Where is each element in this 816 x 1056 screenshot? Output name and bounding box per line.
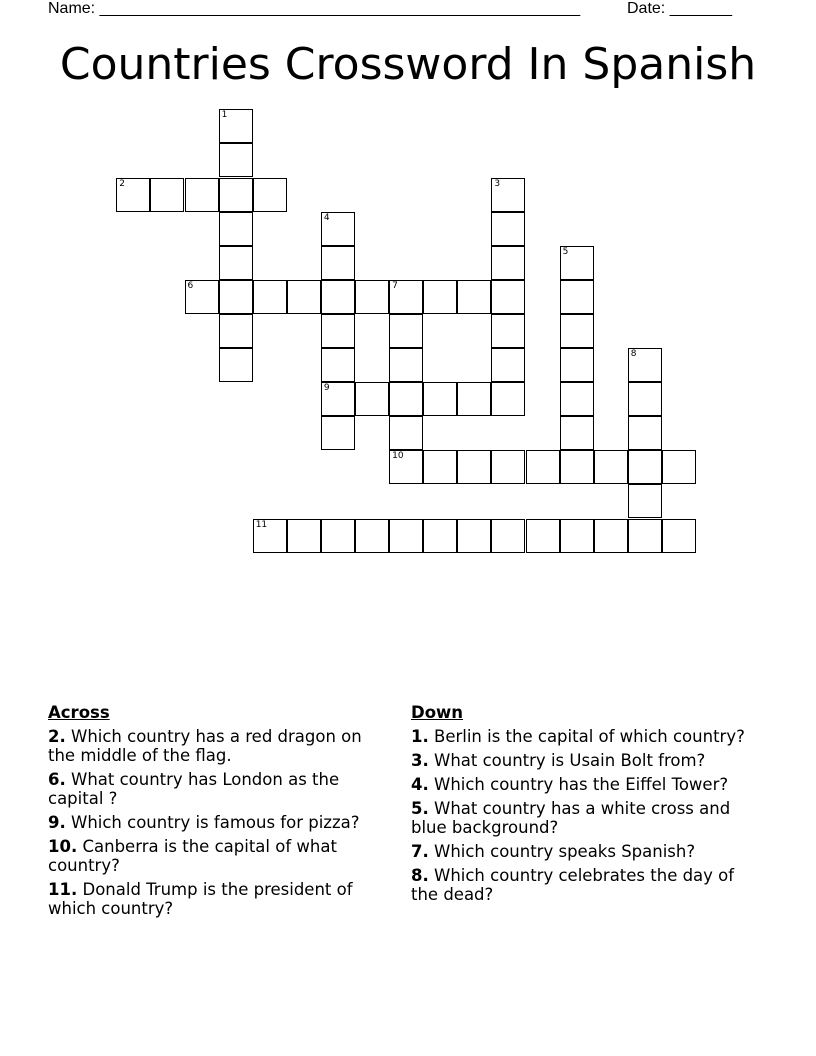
grid-cell[interactable]: [526, 450, 560, 484]
grid-cell[interactable]: [662, 519, 696, 553]
grid-cell[interactable]: [321, 212, 355, 246]
clue-text: What country has a white cross and blue background?: [411, 799, 731, 837]
clue-number: 5.: [411, 799, 429, 818]
grid-cell[interactable]: [389, 416, 423, 450]
clue-number: 1.: [411, 727, 429, 746]
clue-text: Which country is famous for pizza?: [71, 813, 360, 832]
grid-cell[interactable]: [628, 519, 662, 553]
grid-cell[interactable]: [457, 450, 491, 484]
grid-cell[interactable]: [185, 178, 219, 212]
across-clue: [48, 813, 393, 832]
clue-number: 6.: [48, 770, 66, 789]
grid-cell[interactable]: [491, 348, 525, 382]
grid-cell[interactable]: [594, 450, 628, 484]
grid-cell[interactable]: [321, 314, 355, 348]
grid-cell[interactable]: [560, 280, 594, 314]
cell-number: 1: [221, 110, 228, 121]
grid-cell[interactable]: [594, 519, 628, 553]
clue-number: 9.: [48, 813, 66, 832]
clue-text: Berlin is the capital of which country?: [434, 727, 745, 746]
grid-cell[interactable]: [287, 519, 321, 553]
grid-cell[interactable]: [219, 212, 253, 246]
grid-cell[interactable]: [423, 382, 457, 416]
grid-cell[interactable]: [389, 382, 423, 416]
cell-number: 7: [392, 280, 398, 291]
grid-cell[interactable]: [287, 280, 321, 314]
grid-cell[interactable]: [491, 246, 525, 280]
across-clue: [48, 770, 393, 808]
clue-number: 8.: [411, 866, 429, 885]
cell-number: 11: [255, 519, 268, 530]
grid-cell[interactable]: [355, 519, 389, 553]
grid-cell[interactable]: [321, 382, 355, 416]
grid-cell[interactable]: [560, 450, 594, 484]
grid-cell[interactable]: [491, 519, 525, 553]
grid-cell[interactable]: [560, 416, 594, 450]
cell-number: 5: [562, 246, 569, 257]
grid-cell[interactable]: [628, 348, 662, 382]
grid-cell[interactable]: [321, 280, 355, 314]
cell-number: 4: [323, 212, 330, 223]
grid-cell[interactable]: [389, 519, 423, 553]
clue-text: What country has London as the capital ?: [48, 770, 340, 808]
down-clues: [411, 703, 756, 909]
grid-cell[interactable]: [219, 314, 253, 348]
clue-number: 7.: [411, 842, 429, 861]
grid-cell[interactable]: [457, 382, 491, 416]
cell-number: 6: [187, 280, 194, 291]
grid-cell[interactable]: [253, 178, 287, 212]
grid-cell[interactable]: [423, 519, 457, 553]
clue-text: Which country has a red dragon on the middle of the flag.: [48, 727, 362, 765]
cell-number: 3: [494, 178, 501, 189]
clue-text: Donald Trump is the president of which country?: [48, 880, 353, 918]
grid-cell[interactable]: [560, 382, 594, 416]
down-clue: [411, 727, 756, 746]
grid-cell[interactable]: [219, 178, 253, 212]
clue-number: 4.: [411, 775, 429, 794]
grid-cell[interactable]: [150, 178, 184, 212]
grid-cell[interactable]: [662, 450, 696, 484]
clue-text: Canberra is the capital of what country?: [48, 837, 337, 875]
page-title: Countries Crossword In Spanish: [59, 39, 757, 90]
name-field-label: Name: ______________________________________________________: [48, 0, 581, 17]
grid-cell[interactable]: [423, 450, 457, 484]
grid-cell[interactable]: [389, 348, 423, 382]
grid-cell[interactable]: [321, 348, 355, 382]
grid-cell[interactable]: [628, 450, 662, 484]
grid-cell[interactable]: [560, 348, 594, 382]
grid-cell[interactable]: [219, 109, 253, 143]
cell-number: 9: [323, 383, 330, 394]
grid-cell[interactable]: [628, 382, 662, 416]
grid-cell[interactable]: [253, 519, 287, 553]
across-clue: [48, 837, 393, 875]
cell-number: 10: [392, 451, 404, 462]
grid-cell[interactable]: [219, 143, 253, 177]
clue-number: 2.: [48, 727, 66, 746]
grid-cell[interactable]: [321, 519, 355, 553]
grid-cell[interactable]: [628, 416, 662, 450]
clue-text: Which country has the Eiffel Tower?: [434, 775, 729, 794]
grid-cell[interactable]: [389, 450, 423, 484]
grid-cell[interactable]: [185, 280, 219, 314]
down-clue: [411, 866, 756, 904]
down-clue: [411, 751, 756, 770]
clue-text: What country is Usain Bolt from?: [434, 751, 706, 770]
grid-cell[interactable]: [491, 212, 525, 246]
across-clue: [48, 727, 393, 765]
grid-cell[interactable]: [491, 314, 525, 348]
grid-cell[interactable]: [491, 450, 525, 484]
clue-text: Which country speaks Spanish?: [434, 842, 696, 861]
down-clue: [411, 842, 756, 861]
clue-number: 11.: [48, 880, 78, 899]
grid-cell[interactable]: [491, 382, 525, 416]
grid-cell[interactable]: [389, 280, 423, 314]
grid-cell[interactable]: [219, 348, 253, 382]
grid-cell[interactable]: [321, 416, 355, 450]
grid-cell[interactable]: [491, 178, 525, 212]
grid-cell[interactable]: [560, 246, 594, 280]
grid-cell[interactable]: [457, 280, 491, 314]
grid-cell[interactable]: [526, 519, 560, 553]
clue-number: 3.: [411, 751, 429, 770]
grid-cell[interactable]: [560, 519, 594, 553]
date-field-label: Date: _______: [627, 0, 732, 17]
across-clue: [48, 880, 393, 918]
across-heading: Across: [48, 703, 110, 722]
grid-cell[interactable]: [116, 178, 150, 212]
down-clue: [411, 775, 756, 794]
clue-number: 10.: [48, 837, 78, 856]
grid-cell[interactable]: [321, 246, 355, 280]
grid-cell[interactable]: [560, 314, 594, 348]
clue-text: Which country celebrates the day of the dead?: [411, 866, 735, 904]
grid-cell[interactable]: [628, 484, 662, 518]
grid-cell[interactable]: [389, 314, 423, 348]
down-heading: Down: [411, 703, 464, 722]
grid-cell[interactable]: [253, 280, 287, 314]
cell-number: 8: [630, 349, 637, 359]
cell-number: 2: [119, 178, 126, 189]
grid-cell[interactable]: [219, 246, 253, 280]
grid-cell[interactable]: [491, 280, 525, 314]
grid-cell[interactable]: [219, 280, 253, 314]
grid-cell[interactable]: [423, 280, 457, 314]
down-clue: [411, 799, 756, 837]
across-clues: [48, 703, 393, 923]
grid-cell[interactable]: [457, 519, 491, 553]
grid-cell[interactable]: [355, 280, 389, 314]
grid-cell[interactable]: [355, 382, 389, 416]
